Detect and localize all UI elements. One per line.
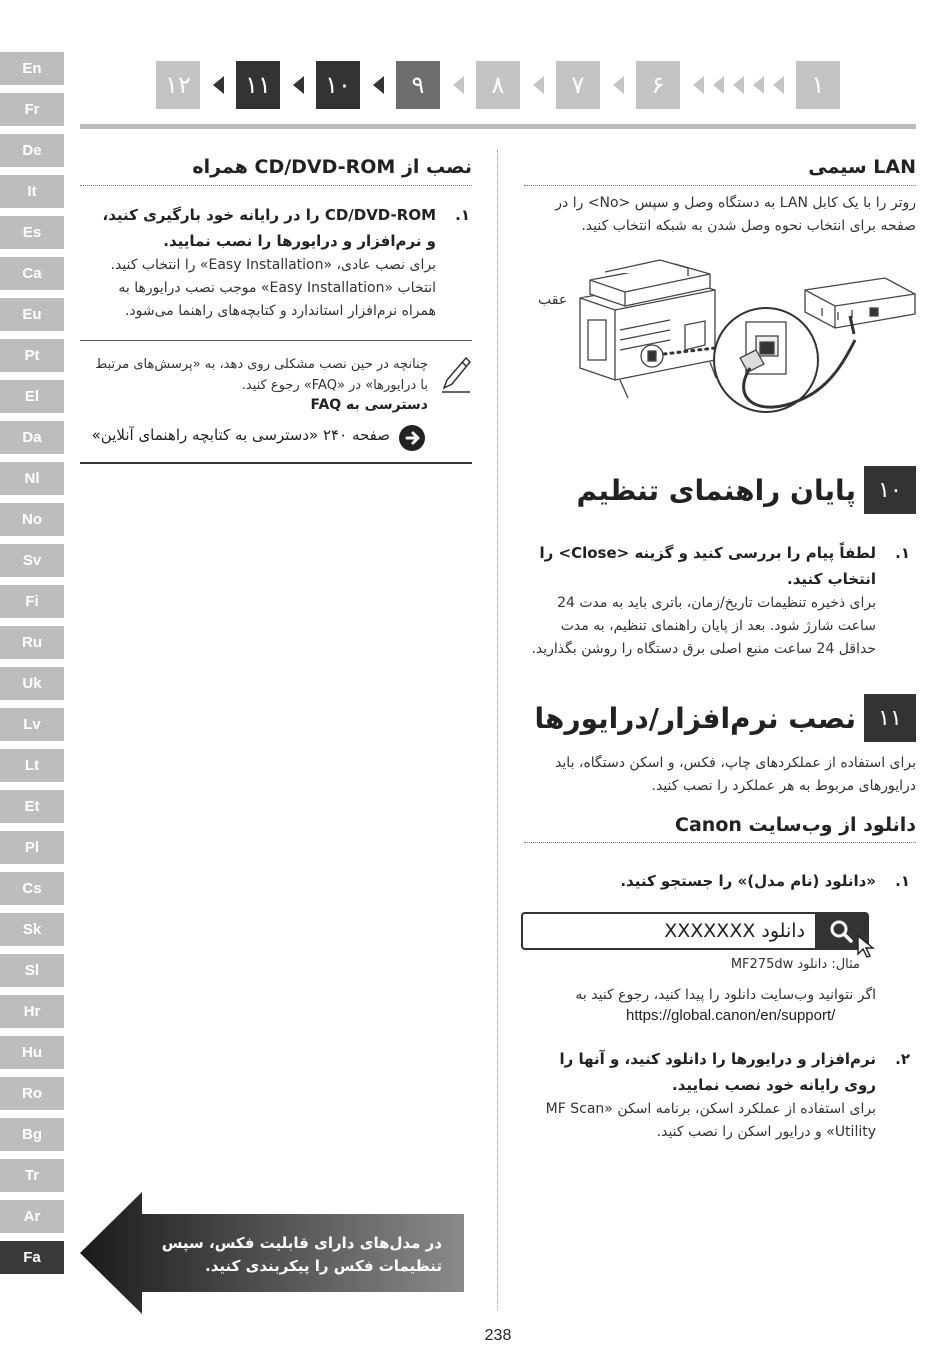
step-title: CD/DVD-ROM را در رایانه خود بارگیری کنید، و نرم‌افزار و درایورها را نصب نمایید. <box>102 206 436 250</box>
step-title: «دانلود (نام مدل)» را جستجو کنید. <box>620 872 876 890</box>
step-12[interactable]: ۱۲ <box>156 61 200 109</box>
search-query: دانلود XXXXXXX <box>664 920 805 942</box>
step-arrow <box>613 76 624 94</box>
back-label: عقب <box>538 292 568 308</box>
language-tab-cs[interactable]: Cs <box>0 872 64 905</box>
divider <box>80 185 472 186</box>
step-8[interactable]: ۸ <box>476 61 520 109</box>
language-tab-nl[interactable]: Nl <box>0 462 64 495</box>
step-7[interactable]: ۷ <box>556 61 600 109</box>
language-tab-sv[interactable]: Sv <box>0 544 64 577</box>
lan-text: روتر را با یک کابل LAN به دستگاه وصل و سپس <No> را در صفحه برای انتخاب نحوه وصل شدن به شبکه انتخاب کنید. <box>555 195 916 234</box>
step-number: ۱. <box>895 872 910 890</box>
language-tab-en[interactable]: En <box>0 52 64 85</box>
language-tab-hu[interactable]: Hu <box>0 1036 64 1069</box>
notfound-text: اگر نتوانید وب‌سایت دانلود را پیدا کنید، رجوع کنید به <box>575 987 876 1003</box>
step-arrow <box>373 76 384 94</box>
pencil-icon <box>440 354 472 394</box>
language-tab-el[interactable]: El <box>0 380 64 413</box>
language-tab-bg[interactable]: Bg <box>0 1118 64 1151</box>
next-step-text: در مدل‌های دارای قابلیت فکس، سپس تنظیمات فکس را پیکربندی کنید. <box>161 1234 442 1275</box>
language-tab-ru[interactable]: Ru <box>0 626 64 659</box>
language-tab-pl[interactable]: Pl <box>0 831 64 864</box>
note-top-rule <box>80 340 472 341</box>
section-intro: برای استفاده از عملکردهای چاپ، فکس، و اسکن دستگاه، باید درایورهای مربوط به هر عملکرد را نصب کنید. <box>555 755 916 794</box>
language-tab-sk[interactable]: Sk <box>0 913 64 946</box>
cd-title: نصب از CD/DVD-ROM همراه <box>192 156 472 178</box>
note-bottom-rule <box>80 462 472 464</box>
faq-label: دسترسی به FAQ <box>310 397 428 413</box>
step-arrow <box>453 76 464 94</box>
search-icon <box>828 918 854 944</box>
language-tab-lt[interactable]: Lt <box>0 749 64 782</box>
language-tab-fa[interactable]: Fa <box>0 1241 64 1274</box>
header-rule <box>80 124 916 129</box>
link-arrow-icon[interactable] <box>398 424 426 452</box>
language-tab-fi[interactable]: Fi <box>0 585 64 618</box>
search-box[interactable] <box>521 912 869 950</box>
page-number: 238 <box>484 1327 512 1344</box>
step-6[interactable]: ۶ <box>636 61 680 109</box>
language-tab-pt[interactable]: Pt <box>0 339 64 372</box>
language-tab-tr[interactable]: Tr <box>0 1159 64 1192</box>
section-10-header <box>520 466 916 514</box>
language-tab-ar[interactable]: Ar <box>0 1200 64 1233</box>
language-tab-it[interactable]: It <box>0 175 64 208</box>
lan-title: LAN سیمی <box>808 156 916 178</box>
step-1[interactable]: ۱ <box>796 61 840 109</box>
step-11[interactable]: ۱۱ <box>236 61 280 109</box>
download-title: دانلود از وب‌سایت Canon <box>675 814 916 836</box>
divider <box>524 185 916 186</box>
language-tab-uk[interactable]: Uk <box>0 667 64 700</box>
column-divider <box>497 150 498 1310</box>
step-arrow <box>753 76 764 94</box>
step-text: برای نصب عادی، «Easy Installation» را انتخاب کنید. انتخاب «Easy Installation» موجب نصب درایورها به همراه نرم‌افزار استاندارد و کتابچه‌های راهنما می‌شود. <box>110 257 436 319</box>
step-text: برای ذخیره تنظیمات تاریخ/زمان، باتری باید به مدت 24 ساعت شارژ شود. بعد از پایان راهنمای تنظیم، به مدت حداقل 24 ساعت منبع اصلی برق دستگاه را روشن بگذارید. <box>531 595 876 657</box>
language-tab-hr[interactable]: Hr <box>0 995 64 1028</box>
step-number: ۱. <box>895 544 910 562</box>
step-arrow <box>733 76 744 94</box>
step-arrow <box>293 76 304 94</box>
language-tab-ro[interactable]: Ro <box>0 1077 64 1110</box>
language-tab-eu[interactable]: Eu <box>0 298 64 331</box>
section-number: ۱۱ <box>864 694 916 742</box>
manual-link[interactable]: صفحه ۲۴۰ «دسترسی به کتابچه راهنمای آنلاین» <box>91 426 390 444</box>
step-10[interactable]: ۱۰ <box>316 61 360 109</box>
section-number: ۱۰ <box>864 466 916 514</box>
language-tab-et[interactable]: Et <box>0 790 64 823</box>
language-tab-no[interactable]: No <box>0 503 64 536</box>
step-arrow <box>533 76 544 94</box>
search-example: مثال: دانلود MF275dw <box>730 957 860 972</box>
step-9[interactable]: ۹ <box>396 61 440 109</box>
language-tab-lv[interactable]: Lv <box>0 708 64 741</box>
language-tab-fr[interactable]: Fr <box>0 93 64 126</box>
step-arrow <box>213 76 224 94</box>
step-arrow <box>773 76 784 94</box>
step-arrow <box>713 76 724 94</box>
step-title: نرم‌افزار و درایورها را دانلود کنید، و آنها را روی رایانه خود نصب نمایید. <box>559 1050 876 1094</box>
printer-router-illustration <box>560 250 918 428</box>
section-title: نصب نرم‌افزار/درایورها <box>534 701 856 735</box>
language-tab-da[interactable]: Da <box>0 421 64 454</box>
note-text: چنانچه در حین نصب مشکلی روی دهد، به «پرسش‌های مرتبط با درایورها» در «FAQ» رجوع کنید. <box>95 357 428 393</box>
language-tab-sl[interactable]: Sl <box>0 954 64 987</box>
language-tab-ca[interactable]: Ca <box>0 257 64 290</box>
step-text: برای استفاده از عملکرد اسکن، برنامه اسکن «MF Scan Utility» و درایور اسکن را نصب کنید. <box>545 1101 876 1140</box>
support-url[interactable]: https://global.canon/en/support/ <box>626 1007 836 1024</box>
divider <box>524 842 916 843</box>
language-tab-es[interactable]: Es <box>0 216 64 249</box>
language-tab-de[interactable]: De <box>0 134 64 167</box>
step-number: ۱. <box>455 206 470 224</box>
step-number: ۲. <box>895 1050 910 1068</box>
section-title: پایان راهنمای تنظیم <box>576 473 856 507</box>
step-title: لطفاً پیام را بررسی کنید و گزینه <Close> را انتخاب کنید. <box>539 544 876 588</box>
section-11-header <box>520 694 916 742</box>
step-arrow <box>693 76 704 94</box>
